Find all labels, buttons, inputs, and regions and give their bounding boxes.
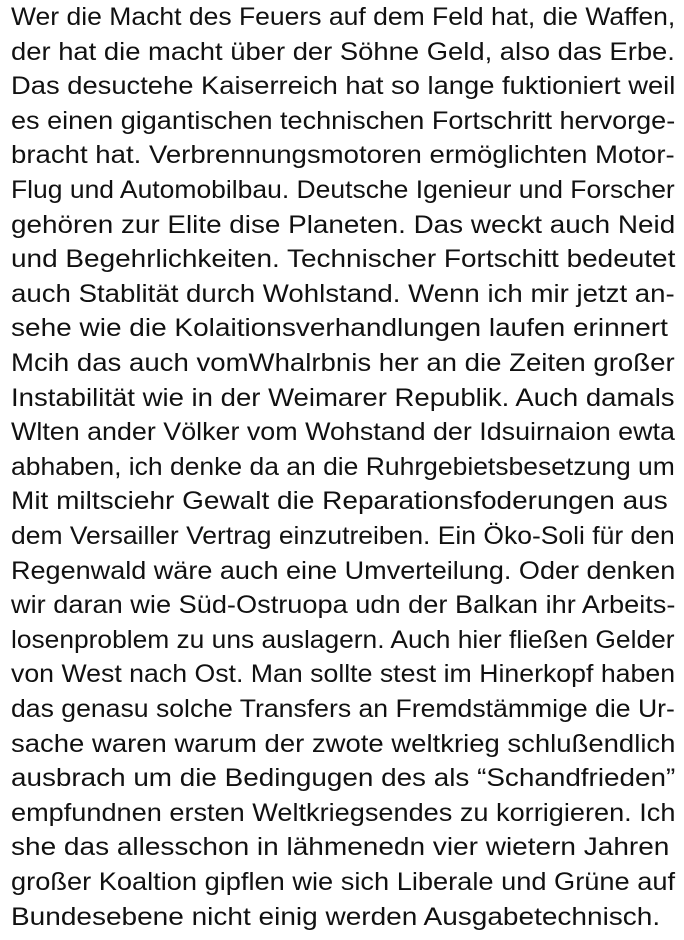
text-line-18: wir daran wie Süd-Ostruopa udn der Balkan ihr Arbeits- (11, 591, 676, 620)
text-line-26: großer Koaltion gipflen wie sich Liberale und Grüne auf (11, 868, 676, 896)
text-line-27: Bundesebene nicht einig werden Ausgabetechnisch. (11, 902, 661, 931)
text-line-9: auch Stablität durch Wohlstand. Wenn ich mir jetzt an- (11, 279, 675, 308)
text-line-24: empfundnen ersten Weltkriegsendes zu korrigieren. Ich (11, 798, 676, 827)
document-page (11, 0, 679, 940)
text-line-14: abhaben, ich denke da an die Ruhrgebietsbesetzung um (11, 452, 675, 481)
text-line-8: und Begehrlichkeiten. Technischer Fortschitt bedeutet (11, 245, 676, 274)
text-line-17: Regenwald wäre auch eine Umverteilung. Oder denken (11, 556, 676, 585)
text-line-25: she das allesschon in lähmenedn vier wietern Jahren (11, 833, 670, 862)
text-line-20: von West nach Ost. Man sollte stest im Hinerkopf haben (11, 660, 676, 689)
text-line-22: sache waren warum der zwote weltkrieg schlußendlich (11, 729, 676, 758)
text-line-7: gehören zur Elite dise Planeten. Das weckt auch Neid (11, 210, 676, 239)
text-line-10: sehe wie die Kolaitionsverhandlungen laufen erinnert (11, 314, 668, 343)
text-line-1: Wer die Macht des Feuers auf dem Feld hat, die Waffen, (11, 3, 676, 31)
text-line-12: Instabilität wie in der Weimarer Republik. Auch damals (11, 383, 675, 412)
text-line-11: Mcih das auch vomWhalrbnis her an die Zeiten großer (11, 349, 675, 377)
text-line-6: Flug und Automobilbau. Deutsche Igenieur und Forscher (11, 176, 675, 204)
text-line-16: dem Versailler Vertrag einzutreiben. Ein Öko-Soli für den (11, 522, 675, 550)
text-line-23: ausbrach um die Bedingugen des als “Schandfrieden” (11, 764, 676, 793)
text-line-2: der hat die macht über der Söhne Geld, also das Erbe. (11, 37, 675, 66)
text-line-4: es einen gigantischen technischen Fortschritt hervorge- (11, 106, 676, 135)
text-line-15: Mit miltsciehr Gewalt die Reparationsfoderungen aus (11, 487, 668, 516)
text-line-13: Wlten ander Völker vom Wohstand der Idsuirnaion ewta (11, 418, 675, 447)
text-line-19: losenproblem zu uns auslagern. Auch hier fließen Gelder (11, 625, 675, 654)
text-line-5: bracht hat. Verbrennungsmotoren ermöglichten Motor- (11, 141, 675, 170)
text-line-3: Das desuctehe Kaiserreich hat so lange fuktioniert weil (11, 72, 676, 101)
text-line-21: das genasu solche Transfers an Fremdstämmige die Ur- (11, 695, 675, 723)
